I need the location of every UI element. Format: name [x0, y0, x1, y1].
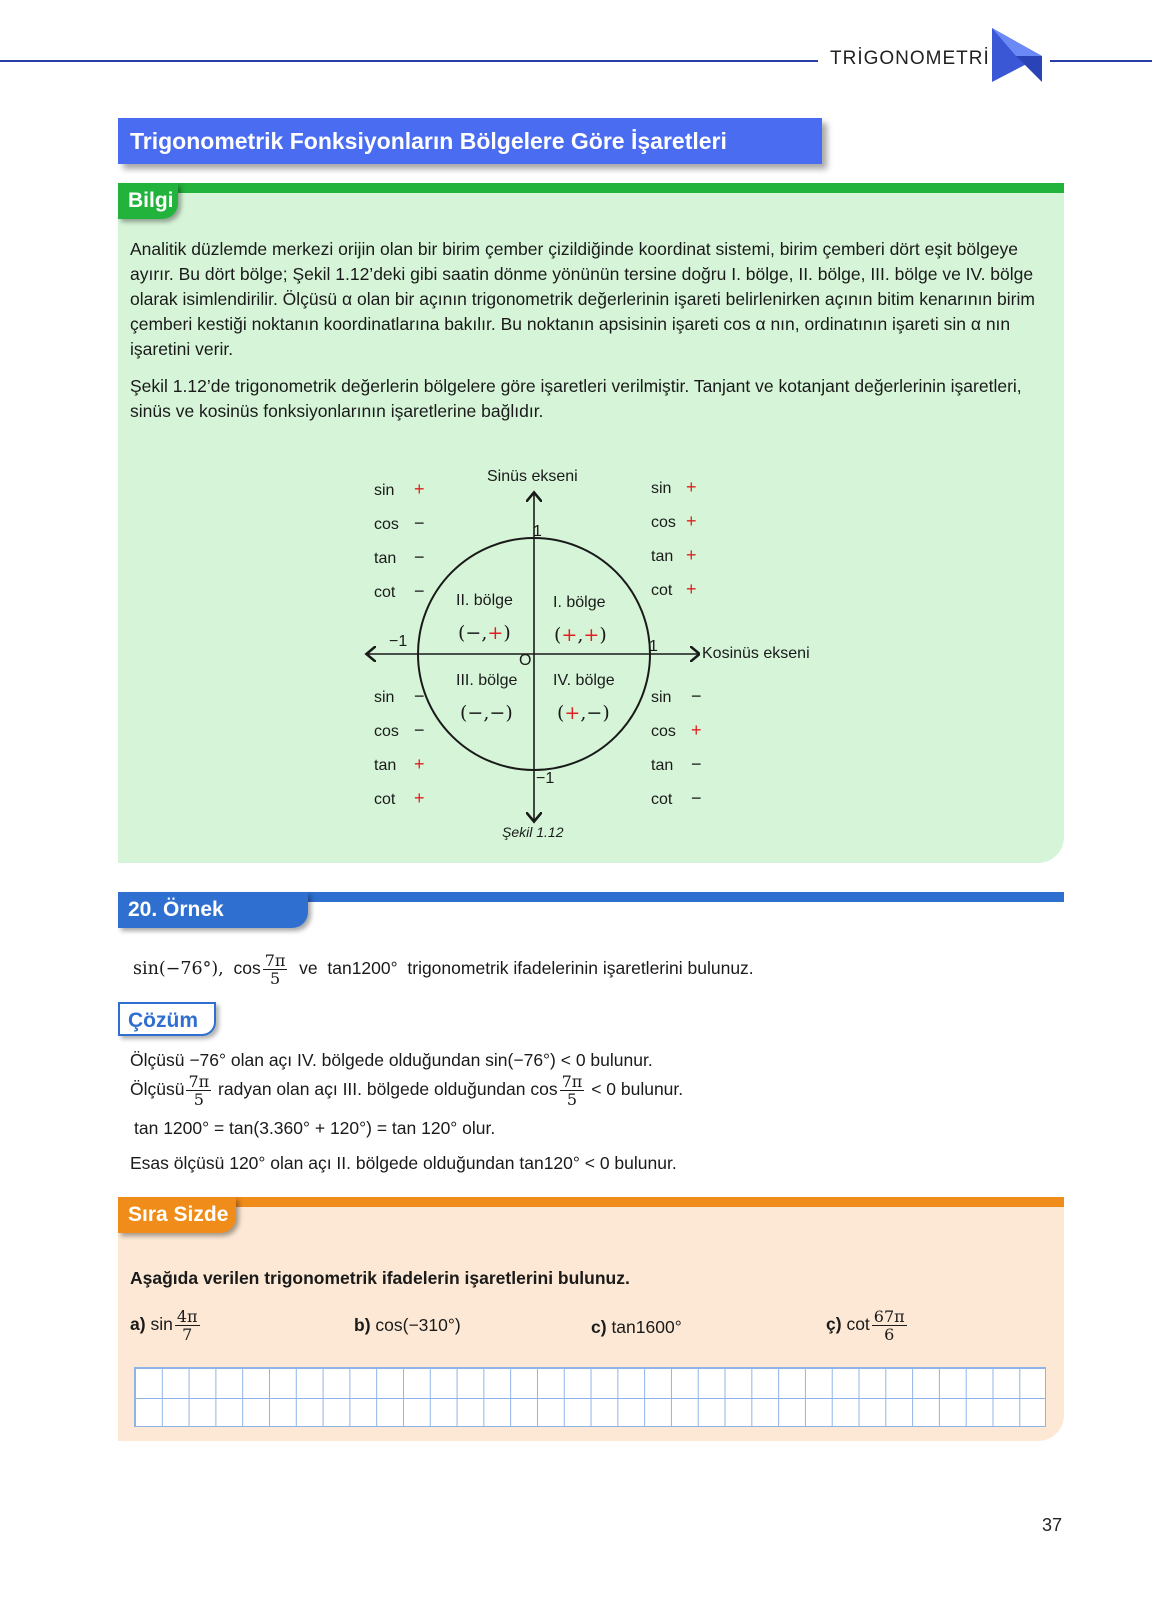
sira-sizde-bar: [118, 1197, 1064, 1207]
exercise-a: a) sin $\frac{4\pi}{7}$: [130, 1307, 198, 1344]
sign-table-fn: cot: [374, 791, 396, 808]
region-3-label: III. bölge: [456, 672, 518, 689]
sira-instruction: Aşağıda verilen trigonometrik ifadelerin işaretlerini bulunuz.: [130, 1268, 630, 1288]
sira-sizde-tab: Sıra Sizde: [118, 1197, 236, 1233]
sign-table-fn: tan: [374, 550, 397, 567]
region-1-label: I. bölge: [553, 594, 606, 611]
sign-table-fn: cot: [374, 584, 396, 601]
sign-table-fn: cos: [374, 723, 399, 740]
region-1-signs: (+,+): [554, 624, 607, 646]
exercise-c: c) tan1600°: [591, 1317, 682, 1337]
sign-table-sign: +: [686, 511, 697, 531]
section-title: TRİGONOMETRİ: [830, 48, 990, 69]
region-2-label: II. bölge: [456, 592, 513, 609]
sign-table-sign: −: [691, 788, 702, 808]
sign-table-sign: −: [414, 686, 425, 706]
bilgi-bar: [118, 183, 1064, 193]
cozum-line-3: tan 1200° = tan(3.360° + 120°) = tan 120° olur.: [134, 1118, 496, 1138]
tick-top: 1: [533, 523, 542, 540]
sign-table-fn: tan: [651, 757, 674, 774]
cozum-line-2: Ölçüsü $\frac{7\pi}{5}$ radyan olan açı III. bölgede olduğundan cos $\frac{7\pi}{5}$ < 0 bulunur.: [130, 1072, 684, 1109]
sign-table-sign: +: [686, 477, 697, 497]
x-axis-label: Kosinüs ekseni: [702, 645, 810, 662]
cozum-line-4: Esas ölçüsü 120° olan açı II. bölgede olduğundan tan120° < 0 bulunur.: [130, 1153, 677, 1173]
sign-table-fn: cos: [651, 723, 676, 740]
sign-table-sign: +: [414, 754, 425, 774]
triangle-logo-icon: [990, 26, 1044, 84]
header-rule-right: [1050, 60, 1152, 62]
exercise-d: ç) cot $\frac{67\pi}{6}$: [826, 1307, 905, 1344]
y-axis-label: Sinüs ekseni: [487, 468, 578, 485]
sign-table-fn: sin: [374, 689, 395, 706]
sign-table-fn: tan: [374, 757, 397, 774]
cozum-line-1: Ölçüsü −76° olan açı IV. bölgede olduğundan sin(−76°) < 0 bulunur.: [130, 1050, 653, 1070]
bilgi-paragraph-1: Analitik düzlemde merkezi orijin olan bir birim çember çizildiğinde koordinat sistemi, birim çemberi dört eşit bölgeye ayırır. Bu dört bölge; Şekil 1.12’deki gibi saatin dönme yönünün tersine doğru I. bölge, II. bölge, III. bölge ve IV. bölge olarak isimlendirilir. Ölçüsü α olan bir açının trigonometrik değerlerinin işareti belirlenirken açının bitim kenarının birim çemberi kestiği noktanın koordinatlarına bakılır. Bu noktanın apsisinin işareti cos α nın, ordinatının işareti sin α nın işaretini verir.: [130, 239, 1035, 359]
exercise-b: b) cos(−310°): [354, 1315, 461, 1335]
region-4-label: IV. bölge: [553, 672, 615, 689]
page-number: 37: [1042, 1515, 1063, 1535]
figure-caption: Şekil 1.12: [502, 824, 564, 840]
sign-table-sign: −: [414, 581, 425, 601]
bilgi-paragraph-2: Şekil 1.12’de trigonometrik değerlerin bölgelere göre işaretleri verilmiştir. Tanjant ve kotanjant değerlerinin işaretleri, sinüs ve kosinüs fonksiyonlarının işaretlerine bağlıdır.: [130, 376, 1022, 421]
sign-table-fn: cot: [651, 791, 673, 808]
sign-table-sign: −: [691, 754, 702, 774]
sign-table-sign: +: [686, 579, 697, 599]
sign-table-sign: +: [691, 720, 702, 740]
sign-table-sign: +: [414, 788, 425, 808]
sign-table-sign: +: [686, 545, 697, 565]
region-3-signs: (−,−): [460, 702, 513, 724]
header-rule-left: [0, 60, 818, 62]
sign-table-sign: −: [691, 686, 702, 706]
sign-table-sign: −: [414, 513, 425, 533]
cozum-tab: Çözüm: [118, 1002, 216, 1036]
origin-label: O: [519, 652, 532, 669]
tick-bottom: −1: [536, 770, 555, 787]
tick-right: 1: [649, 638, 658, 655]
ornek-question: sin(−76°), cos $\frac{7\pi}{5}$ ve tan1200° trigonometrik ifadelerinin işaretlerini bulunuz.: [133, 951, 754, 988]
ornek-tab: 20. Örnek: [118, 892, 308, 928]
sign-table-fn: sin: [651, 480, 672, 497]
sign-table-fn: cos: [374, 516, 399, 533]
sign-table-sign: −: [414, 720, 425, 740]
sign-table-fn: sin: [651, 689, 672, 706]
bilgi-tab: Bilgi: [118, 183, 178, 219]
page-title: Trigonometrik Fonksiyonların Bölgelere Göre İşaretleri: [118, 118, 822, 164]
tick-left: −1: [389, 633, 408, 650]
sign-table-fn: cot: [651, 582, 673, 599]
sign-table-fn: tan: [651, 548, 674, 565]
region-4-signs: (+,−): [557, 702, 610, 724]
sign-table-fn: cos: [651, 514, 676, 531]
sign-table-fn: sin: [374, 482, 395, 499]
sign-table-sign: −: [414, 547, 425, 567]
region-2-signs: (−,+): [458, 622, 511, 644]
answer-grid[interactable]: [134, 1367, 1046, 1427]
sign-table-sign: +: [414, 479, 425, 499]
